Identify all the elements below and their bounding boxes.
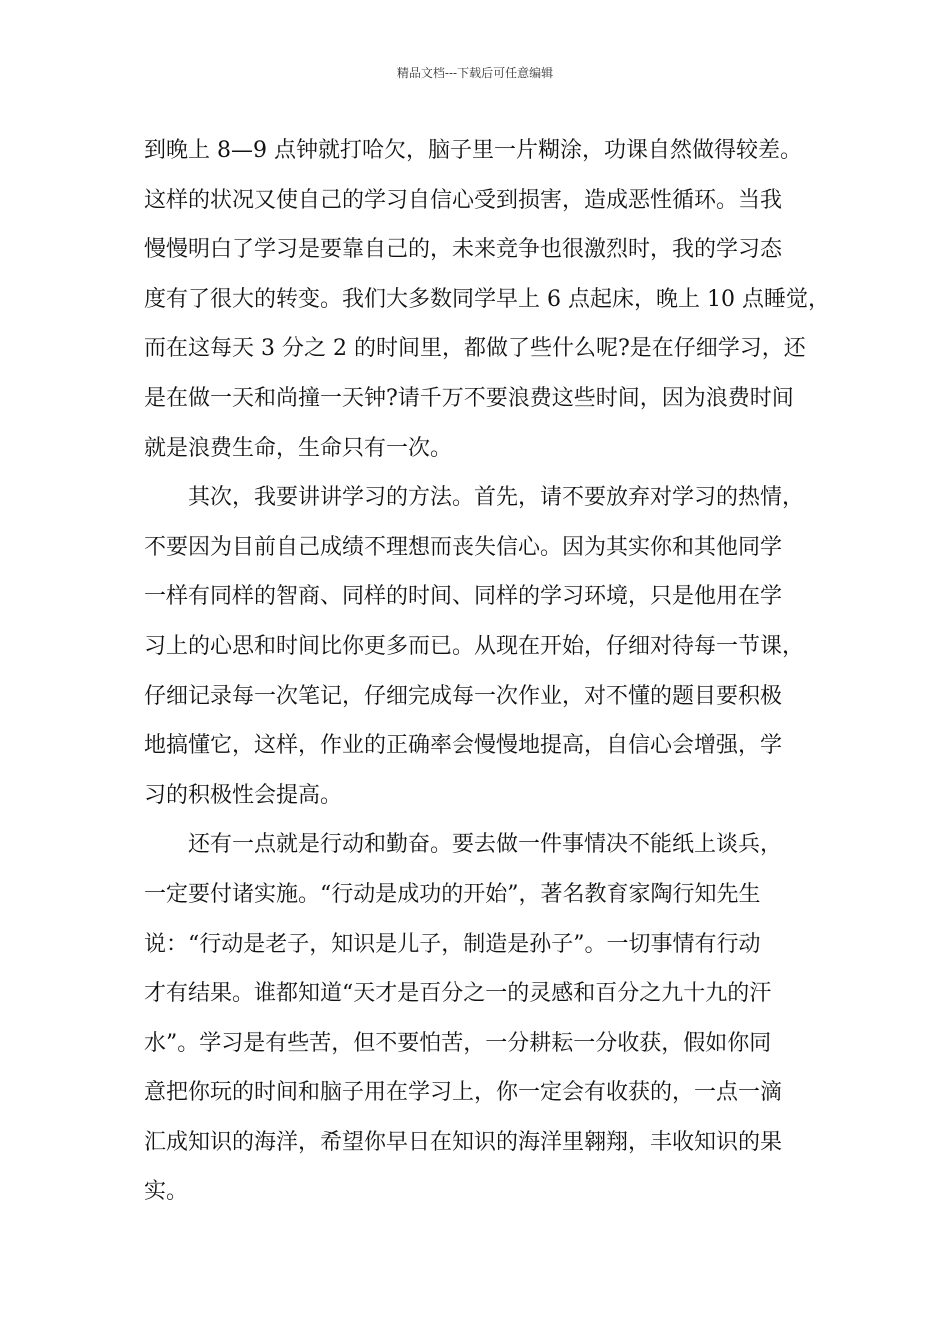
text-line: 慢慢明白了学习是要靠自己的，未来竞争也很激烈时，我的学习态 [144, 237, 783, 263]
text-line: 习的积极性会提高。 [144, 782, 343, 808]
text-line: 说：“行动是老子，知识是儿子，制造是孙子”。一切事情有行动 [144, 931, 761, 957]
text-line: 地搞懂它，这样，作业的正确率会慢慢地提高，自信心会增强，学 [144, 733, 783, 759]
text-line: 习上的心思和时间比你更多而已。从现在开始，仔细对待每一节课， [144, 633, 805, 659]
text-line: 不要因为目前自己成绩不理想而丧失信心。因为其实你和其他同学 [144, 534, 783, 560]
paragraph-study-method [144, 473, 804, 820]
page-header: 精品文档---下载后可任意编辑 [396, 66, 554, 80]
text-line: 是在做一天和尚撞一天钟?请千万不要浪费这些时间，因为浪费时间 [144, 385, 794, 411]
paragraph-continued [144, 126, 830, 473]
text-line: 就是浪费生命，生命只有一次。 [144, 435, 453, 461]
document-body [144, 126, 830, 1217]
text-line: 意把你玩的时间和脑子用在学习上，你一定会有收获的，一点一滴 [144, 1080, 783, 1106]
text-line: 一定要付诸实施。“行动是成功的开始”，著名教育家陶行知先生 [144, 881, 761, 907]
text-line: 汇成知识的海洋，希望你早日在知识的海洋里翱翔，丰收知识的果 [144, 1129, 783, 1155]
paragraph-action-diligence [144, 820, 804, 1217]
text-line: 还有一点就是行动和勤奋。要去做一件事情决不能纸上谈兵， [188, 832, 783, 858]
text-line: 仔细记录每一次笔记，仔细完成每一次作业，对不懂的题目要积极 [144, 683, 783, 709]
text-line: 度有了很大的转变。我们大多数同学早上 6 点起床，晚上 10 点睡觉， [144, 286, 830, 312]
text-line: 一样有同样的智商、同样的时间、同样的学习环境，只是他用在学 [144, 584, 783, 610]
text-line: 这样的状况又使自己的学习自信心受到损害，造成恶性循环。当我 [144, 187, 783, 213]
text-line: 到晚上 8—9 点钟就打哈欠，脑子里一片糊涂，功课自然做得较差。 [144, 138, 802, 163]
text-line: 其次，我要讲讲学习的方法。首先，请不要放弃对学习的热情， [188, 485, 805, 511]
text-line: 而在这每天 3 分之 2 的时间里，都做了些什么呢?是在仔细学习，还 [144, 336, 806, 362]
text-line: 水”。学习是有些苦，但不要怕苦，一分耕耘一分收获，假如你同 [144, 1030, 772, 1056]
text-line: 实。 [144, 1179, 189, 1205]
text-line: 才有结果。谁都知道“天才是百分之一的灵感和百分之九十九的汗 [144, 981, 772, 1007]
